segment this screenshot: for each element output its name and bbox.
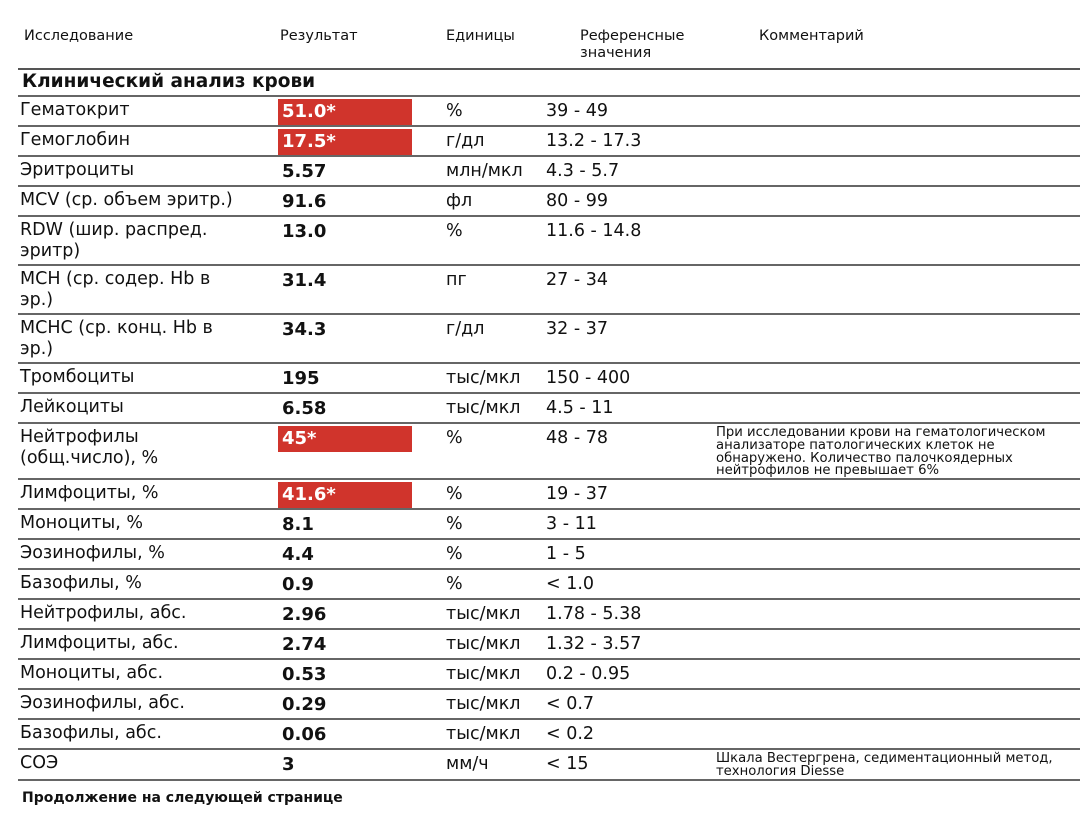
test-name: Моноциты, абс. <box>20 663 164 684</box>
table-row <box>18 424 1080 480</box>
units: г/дл <box>446 131 485 151</box>
header-result: Результат <box>280 28 358 44</box>
units: % <box>446 484 463 505</box>
result-value: 6.58 <box>282 398 327 419</box>
units: пг <box>446 270 467 290</box>
comment <box>716 630 1080 658</box>
table-row <box>18 95 1080 127</box>
table-row <box>18 720 1080 750</box>
test-name: Лимфоциты, абс. <box>20 633 179 654</box>
units: тыс/мкл <box>446 694 521 715</box>
table-row <box>18 364 1080 394</box>
table-row <box>18 630 1080 660</box>
table-header <box>0 28 1080 68</box>
test-name: MCV (ср. объем эритр.) <box>20 190 233 210</box>
units: % <box>446 574 463 595</box>
test-name: RDW (шир. распред. эритр) <box>20 220 208 261</box>
results-table <box>18 95 1080 781</box>
test-name: Лейкоциты <box>20 397 124 417</box>
test-name: Эозинофилы, % <box>20 543 165 564</box>
comment <box>716 97 1080 125</box>
result-value: 195 <box>282 368 320 389</box>
comment <box>716 157 1080 185</box>
comment <box>716 480 1080 508</box>
reference-range: < 0.2 <box>546 724 595 745</box>
table-row <box>18 510 1080 540</box>
units: млн/мкл <box>446 161 523 181</box>
comment <box>716 394 1080 422</box>
reference-range: < 0.7 <box>546 694 595 715</box>
units: % <box>446 544 463 565</box>
table-row <box>18 690 1080 720</box>
comment: Шкала Вестергрена, седиментационный метод, технология Diesse <box>716 751 1053 779</box>
test-name: Лимфоциты, % <box>20 483 159 504</box>
reference-range: < 15 <box>546 754 589 775</box>
table-row <box>18 217 1080 266</box>
comment: При исследовании крови на гематологическом анализаторе патологических клеток не обнаружено. Количество палочкоядерных нейтрофилов не превышает 6% <box>716 425 1046 479</box>
result-value: 41.6* <box>278 482 412 508</box>
reference-range: 4.3 - 5.7 <box>546 161 620 181</box>
result-value: 34.3 <box>282 319 327 340</box>
units: тыс/мкл <box>446 398 521 418</box>
comment <box>716 690 1080 718</box>
header-divider <box>18 68 1080 70</box>
table-row <box>18 266 1080 315</box>
table-row <box>18 600 1080 630</box>
table-row <box>18 750 1080 781</box>
reference-range: 4.5 - 11 <box>546 398 614 418</box>
result-value: 0.9 <box>282 574 314 596</box>
test-name: Моноциты, % <box>20 513 144 534</box>
header-reference: Референсные значения <box>580 28 685 61</box>
comment <box>716 127 1080 155</box>
reference-range: 48 - 78 <box>546 428 608 448</box>
comment <box>716 364 1080 392</box>
result-value: 4.4 <box>282 544 314 566</box>
comment <box>716 600 1080 628</box>
units: фл <box>446 191 473 211</box>
table-row <box>18 540 1080 570</box>
result-value: 17.5* <box>278 129 412 155</box>
result-value: 2.96 <box>282 604 327 626</box>
test-name: СОЭ <box>20 753 59 774</box>
result-value: 13.0 <box>282 221 327 242</box>
table-row <box>18 480 1080 510</box>
table-row <box>18 315 1080 364</box>
result-value: 45* <box>278 426 412 452</box>
reference-range: 1.78 - 5.38 <box>546 604 642 625</box>
test-name: Гемоглобин <box>20 130 131 150</box>
section-title: Клинический анализ крови <box>22 71 316 92</box>
units: мм/ч <box>446 754 489 775</box>
test-name: Эритроциты <box>20 160 135 180</box>
header-comment: Комментарий <box>759 28 864 44</box>
units: тыс/мкл <box>446 724 521 745</box>
test-name: MCH (ср. содер. Hb в эр.) <box>20 269 211 310</box>
comment <box>716 217 1080 264</box>
comment <box>716 510 1080 538</box>
result-value: 0.53 <box>282 664 327 686</box>
result-value: 0.06 <box>282 724 327 746</box>
reference-range: 13.2 - 17.3 <box>546 131 642 151</box>
test-name: Эозинофилы, абс. <box>20 693 185 714</box>
reference-range: 150 - 400 <box>546 368 631 388</box>
comment <box>716 660 1080 688</box>
units: % <box>446 514 463 535</box>
result-value: 2.74 <box>282 634 327 656</box>
table-row <box>18 127 1080 157</box>
reference-range: < 1.0 <box>546 574 595 595</box>
table-row <box>18 660 1080 690</box>
reference-range: 1 - 5 <box>546 544 586 565</box>
result-value: 5.57 <box>282 161 327 182</box>
result-value: 8.1 <box>282 514 314 536</box>
reference-range: 0.2 - 0.95 <box>546 664 631 685</box>
test-name: Базофилы, % <box>20 573 142 594</box>
reference-range: 3 - 11 <box>546 514 597 535</box>
units: тыс/мкл <box>446 604 521 625</box>
continuation-note: Продолжение на следующей странице <box>22 790 343 806</box>
reference-range: 27 - 34 <box>546 270 608 290</box>
comment <box>716 266 1080 313</box>
header-units: Единицы <box>446 28 515 44</box>
reference-range: 11.6 - 14.8 <box>546 221 642 241</box>
table-row <box>18 394 1080 424</box>
test-name: Базофилы, абс. <box>20 723 162 744</box>
test-name: Нейтрофилы (общ.число), % <box>20 427 159 468</box>
units: тыс/мкл <box>446 634 521 655</box>
units: тыс/мкл <box>446 664 521 685</box>
reference-range: 80 - 99 <box>546 191 608 211</box>
units: % <box>446 221 463 241</box>
reference-range: 19 - 37 <box>546 484 608 505</box>
comment <box>716 720 1080 748</box>
reference-range: 39 - 49 <box>546 101 608 121</box>
comment <box>716 187 1080 215</box>
table-row <box>18 570 1080 600</box>
comment <box>716 315 1080 362</box>
result-value: 0.29 <box>282 694 327 716</box>
table-row <box>18 187 1080 217</box>
result-value: 3 <box>282 754 295 776</box>
result-value: 31.4 <box>282 270 327 291</box>
test-name: Гематокрит <box>20 100 130 120</box>
units: % <box>446 101 463 121</box>
units: % <box>446 428 463 448</box>
result-value: 51.0* <box>278 99 412 125</box>
reference-range: 1.32 - 3.57 <box>546 634 642 655</box>
test-name: Тромбоциты <box>20 367 135 387</box>
units: тыс/мкл <box>446 368 521 388</box>
comment <box>716 570 1080 598</box>
header-test: Исследование <box>24 28 134 44</box>
table-row <box>18 157 1080 187</box>
test-name: Нейтрофилы, абс. <box>20 603 187 624</box>
test-name: MCHC (ср. конц. Hb в эр.) <box>20 318 213 359</box>
comment <box>716 540 1080 568</box>
result-value: 91.6 <box>282 191 327 212</box>
reference-range: 32 - 37 <box>546 319 608 339</box>
units: г/дл <box>446 319 485 339</box>
